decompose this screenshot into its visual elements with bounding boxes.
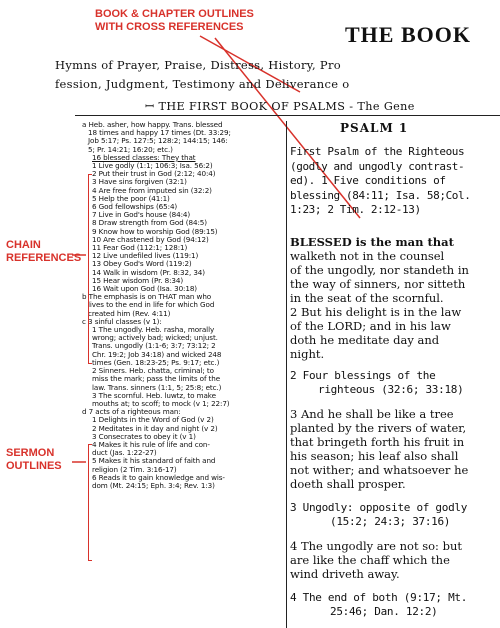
chain-item: 15 Hear wisdom (Pr. 8:34) <box>92 276 184 285</box>
verse-line: are like the chaff which the <box>290 553 450 567</box>
outline-line: 25:46; Dan. 12:2) <box>330 605 438 618</box>
outline-line: righteous (32:6; 33:18) <box>318 383 464 396</box>
sermon-item: Chr. 19:2; Job 34:18) and wicked 248 <box>92 350 222 359</box>
callout-line: WITH CROSS REFERENCES <box>95 21 244 33</box>
chain-item: 7 Live in God's house (84:4) <box>92 211 191 220</box>
note-line: duct (Jas. 1:22-27) <box>92 449 157 458</box>
chain-item: 2 Put their trust in God (2:12; 40:4) <box>92 170 216 179</box>
chain-item: 13 Obey God's Word (119:2) <box>92 260 192 269</box>
verse-line: planted by the rivers of water, <box>290 421 467 435</box>
chain-item: 12 Live undefiled lives (119:1) <box>92 252 199 261</box>
callout-line: CHAIN <box>6 239 41 251</box>
verse-line: of the LORD; and in his law <box>290 319 451 333</box>
sermon-item: Trans. ungodly (1:1-6; 3:7; 73:12; 2 <box>92 342 216 351</box>
chain-item: 8 Draw strength from God (84:5) <box>92 219 207 228</box>
chain-item: 14 Walk in wisdom (Pr. 8:32, 34) <box>92 268 205 277</box>
outline-line: (15:2; 24:3; 37:16) <box>330 515 451 528</box>
book-banner: ꟷ THE FIRST BOOK OF PSALMS - The Gene <box>145 100 415 113</box>
sermon-item: law. Trans. sinners (1:1, 5; 25:8; etc.) <box>92 383 222 392</box>
verse-line: that bringeth forth his fruit in <box>290 435 465 449</box>
note-line: dom (Mt. 24:15; Eph. 3:4; Rev. 1:3) <box>92 481 215 490</box>
note-line: Job 5:17; Ps. 127:5; 128:2; 144:15; 146: <box>88 137 228 146</box>
note-line: 6 Reads it to gain knowledge and wis- <box>92 473 225 482</box>
verse-block <box>290 235 500 619</box>
verse-line: 2 But his delight is in the law <box>290 305 462 319</box>
callout-line: BOOK & CHAPTER OUTLINES <box>95 8 254 20</box>
note-line: a Heb. asher, how happy. Trans. blessed <box>82 121 223 129</box>
sermon-item: 3 The scornful. Heb. luwtz, to make <box>92 391 216 400</box>
note-line: 3 Consecrates to obey it (v 1) <box>92 432 196 441</box>
verse-line: 4 The ungodly are not so: but <box>290 539 462 553</box>
verse-line: doth he meditate day and <box>290 333 440 347</box>
note-line: 5; Pr. 14:21; 16:20; etc.) <box>88 145 173 154</box>
verse-line: doeth shall prosper. <box>290 477 406 491</box>
sermon-item: miss the mark; pass the limits of the <box>92 375 221 384</box>
chain-item: 10 Are chastened by God (94:12) <box>92 235 209 244</box>
outline-line: First Psalm of the Righteous <box>290 145 465 158</box>
study-notes-column <box>82 121 282 490</box>
note-line: 5 Makes it his standard of faith and <box>92 457 216 466</box>
verse-line: the way of sinners, nor sitteth <box>290 277 466 291</box>
note-line: 1 Delights in the Word of God (v 2) <box>92 416 214 425</box>
sermon-item: 1 The ungodly. Heb. rasha, morally <box>92 326 215 335</box>
subtitle-line-2: fession, Judgment, Testimony and Deliverance o <box>55 77 350 91</box>
chain-item: 5 Help the poor (41:1) <box>92 194 170 203</box>
chain-item: 9 Know how to worship God (89:15) <box>92 227 218 236</box>
outline-line: blessing (84:11; Isa. 58;Col. <box>290 188 471 202</box>
outline-line: 2 Four blessings of the <box>290 369 436 382</box>
outline-line: ed). 1 Five conditions of <box>290 174 446 188</box>
sermon-item: mouths at; to scoff; to mock (v 1; 22:7) <box>92 399 230 408</box>
chapter-heading: PSALM 1 <box>340 121 409 135</box>
sermon-item: times (Gen. 18:23-25; Ps. 9:17; etc.) <box>92 358 220 367</box>
chapter-outline <box>290 145 496 218</box>
subtitle-line-1: Hymns of Prayer, Praise, Distress, History, Pro <box>55 58 341 72</box>
verse-line: of the ungodly, nor standeth in <box>290 263 469 277</box>
verse-line: 3 And he shall be like a tree <box>290 407 454 421</box>
chain-item: 4 Are free from imputed sin (32:2) <box>92 186 212 195</box>
chain-item: 11 Fear God (112:1; 128:1) <box>92 244 188 253</box>
chain-item: 6 God fellowships (65:4) <box>92 203 178 212</box>
verse-line: his season; his leaf also shall <box>290 449 459 463</box>
note-line: created him (Rev. 4:11) <box>88 309 171 318</box>
outline-line: 4 The end of both (9:17; Mt. <box>290 591 468 604</box>
verse-line: in the seat of the scornful. <box>290 291 444 305</box>
chain-item: 1 Live godly (1:1; 106:3; Isa. 56:2) <box>92 162 213 171</box>
verse-line: wind driveth away. <box>290 567 400 581</box>
chain-item: 16 Wait upon God (Isa. 30:18) <box>92 285 198 294</box>
callout-line: REFERENCES <box>6 252 82 264</box>
verse-line: walketh not in the counsel <box>290 249 445 263</box>
note-line: b The emphasis is on THAT man who <box>82 293 212 302</box>
sermon-item: 2 Sinners. Heb. chatta, criminal; to <box>92 367 214 376</box>
outline-line: 3 Ungodly: opposite of godly <box>290 501 468 514</box>
verse-line: BLESSED is the man that <box>290 235 454 249</box>
book-title: THE BOOK <box>345 22 471 47</box>
callout-line: SERMON <box>6 447 55 459</box>
chain-bracket <box>88 174 92 364</box>
note-line: religion (2 Tim. 3:16-17) <box>92 465 177 474</box>
note-line: d 7 acts of a righteous man: <box>82 408 181 417</box>
column-rule <box>286 121 287 628</box>
sermon-item: wrong; actively bad; wicked; unjust. <box>92 334 218 343</box>
note-line: c 3 sinful classes (v 1): <box>82 317 162 326</box>
note-line: lives to the end in life for which God <box>88 301 215 310</box>
verse-line: night. <box>290 347 325 361</box>
note-line: 2 Meditates in it day and night (v 2) <box>92 424 218 433</box>
chain-item: 3 Have sins forgiven (32:1) <box>92 178 187 187</box>
note-line: 4 Makes it his rule of life and con- <box>92 440 210 449</box>
header-rule <box>75 115 500 116</box>
note-line: 18 times and happy 17 times (Dt. 33:29; <box>88 129 231 138</box>
verse-line: not wither; and whatsoever he <box>290 463 469 477</box>
outline-line: (godly and ungodly contrast- <box>290 159 465 173</box>
note-line: 16 blessed classes: They that <box>92 153 196 162</box>
callout-line: OUTLINES <box>6 460 62 472</box>
outline-line: 1:23; 2 Tim. 2:12-13) <box>290 203 421 217</box>
sermon-bracket <box>88 444 92 561</box>
